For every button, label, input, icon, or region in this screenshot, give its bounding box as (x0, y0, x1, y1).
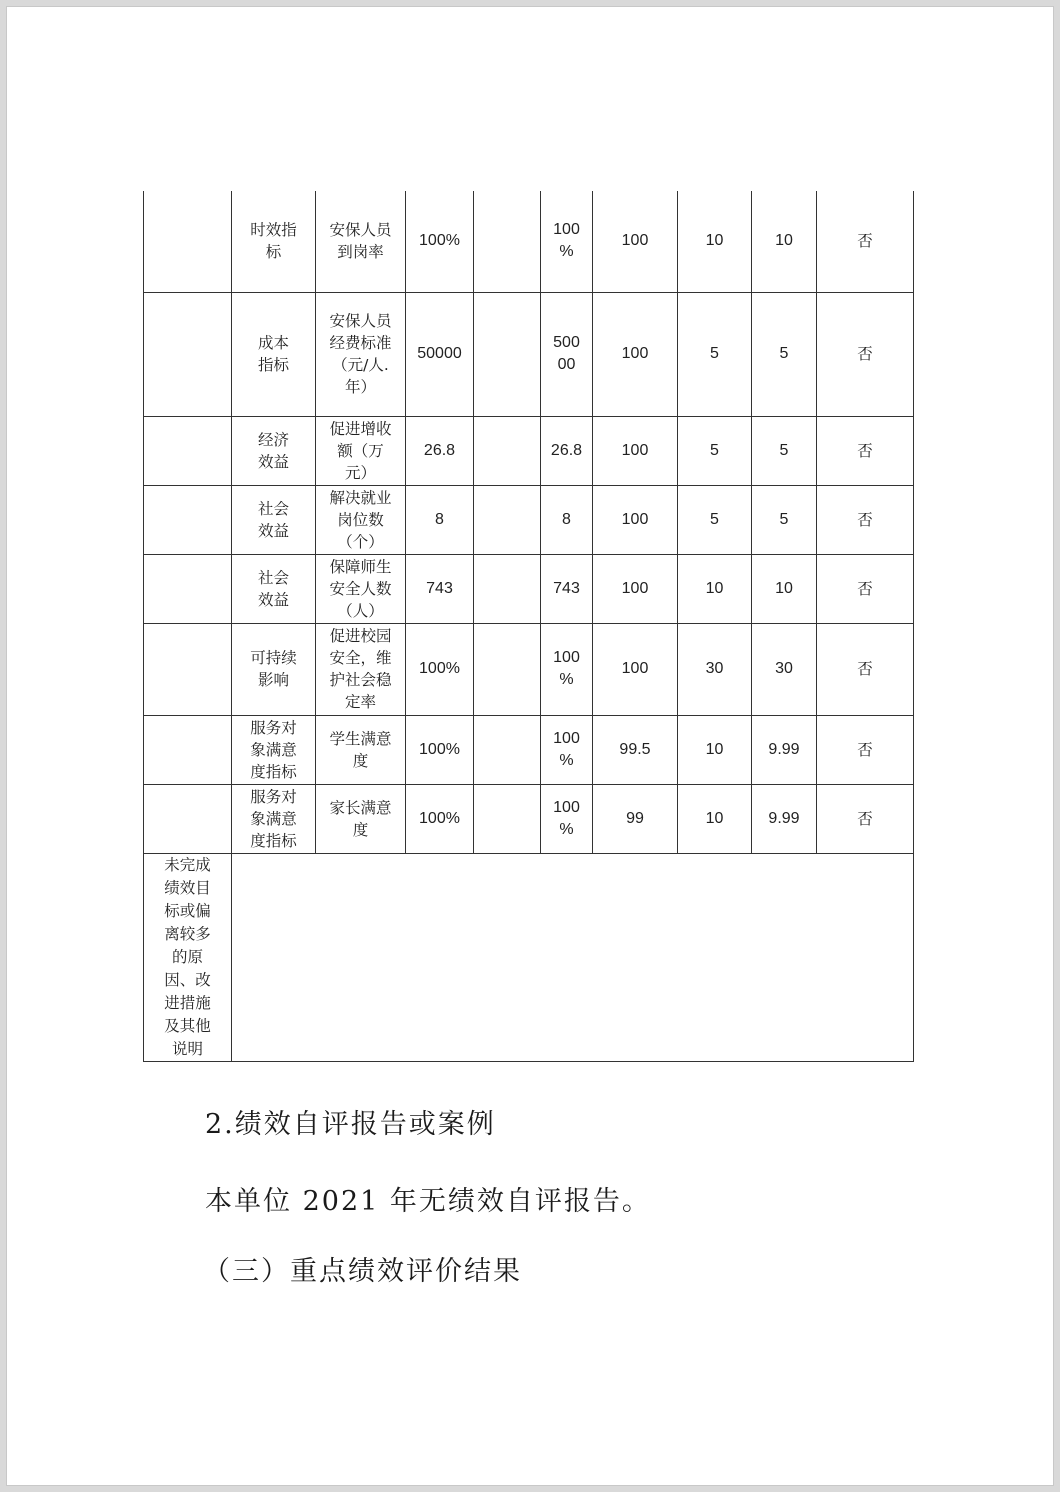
cell-sub: 经济 效益 (232, 416, 316, 485)
cell-actual: 100 % (541, 715, 593, 784)
table-row (144, 485, 914, 554)
cell-rate: 100 (593, 485, 678, 554)
cell-actual: 500 00 (541, 292, 593, 416)
cell-deviate: 否 (817, 784, 914, 853)
cell-score: 9.99 (752, 784, 817, 853)
cell-category (144, 554, 232, 623)
cell-deviate: 否 (817, 623, 914, 715)
cell-target: 8 (406, 485, 474, 554)
cell-sub: 服务对 象满意 度指标 (232, 784, 316, 853)
cell-actual: 26.8 (541, 416, 593, 485)
cell-target: 100% (406, 623, 474, 715)
performance-table (143, 191, 914, 1062)
cell-sub: 成本 指标 (232, 292, 316, 416)
cell-blank (474, 191, 541, 292)
cell-sub: 时效指 标 (232, 191, 316, 292)
footer-content (232, 853, 914, 1061)
table-row (144, 292, 914, 416)
cell-item: 保障师生 安全人数 （人） (316, 554, 406, 623)
cell-blank (474, 292, 541, 416)
cell-score: 30 (752, 623, 817, 715)
cell-sub: 社会 效益 (232, 485, 316, 554)
cell-target: 50000 (406, 292, 474, 416)
cell-blank (474, 715, 541, 784)
cell-rate: 100 (593, 292, 678, 416)
cell-score: 9.99 (752, 715, 817, 784)
cell-category (144, 191, 232, 292)
cell-item: 解决就业 岗位数 （个） (316, 485, 406, 554)
cell-blank (474, 416, 541, 485)
table-row (144, 784, 914, 853)
cell-target: 100% (406, 784, 474, 853)
cell-rate: 99 (593, 784, 678, 853)
cell-deviate: 否 (817, 485, 914, 554)
cell-actual: 100 % (541, 784, 593, 853)
cell-score: 10 (752, 191, 817, 292)
cell-score: 5 (752, 416, 817, 485)
cell-weight: 10 (678, 554, 752, 623)
cell-blank (474, 623, 541, 715)
cell-deviate: 否 (817, 416, 914, 485)
cell-deviate: 否 (817, 191, 914, 292)
cell-target: 100% (406, 191, 474, 292)
cell-rate: 99.5 (593, 715, 678, 784)
cell-item: 促进增收 额（万 元） (316, 416, 406, 485)
cell-item: 家长满意 度 (316, 784, 406, 853)
cell-weight: 30 (678, 623, 752, 715)
cell-category (144, 623, 232, 715)
cell-item: 促进校园 安全，维 护社会稳 定率 (316, 623, 406, 715)
cell-sub: 可持续 影响 (232, 623, 316, 715)
document-page (6, 6, 1054, 1486)
cell-weight: 5 (678, 485, 752, 554)
cell-target: 743 (406, 554, 474, 623)
cell-category (144, 715, 232, 784)
cell-weight: 10 (678, 715, 752, 784)
cell-rate: 100 (593, 416, 678, 485)
cell-target: 26.8 (406, 416, 474, 485)
cell-blank (474, 784, 541, 853)
table-row (144, 416, 914, 485)
cell-rate: 100 (593, 554, 678, 623)
table-row (144, 715, 914, 784)
table-footer-row (144, 853, 914, 1061)
cell-blank (474, 554, 541, 623)
next-heading: （三）重点绩效评价结果 (203, 1256, 522, 1287)
cell-blank (474, 485, 541, 554)
cell-sub: 服务对 象满意 度指标 (232, 715, 316, 784)
cell-score: 5 (752, 292, 817, 416)
cell-target: 100% (406, 715, 474, 784)
cell-item: 安保人员 经费标准 （元/人. 年） (316, 292, 406, 416)
table-row (144, 191, 914, 292)
table-row (144, 554, 914, 623)
cell-actual: 100 % (541, 623, 593, 715)
cell-actual: 743 (541, 554, 593, 623)
cell-weight: 10 (678, 191, 752, 292)
cell-actual: 100 % (541, 191, 593, 292)
cell-category (144, 485, 232, 554)
cell-category (144, 784, 232, 853)
cell-deviate: 否 (817, 554, 914, 623)
section-heading: 2.绩效自评报告或案例 (205, 1109, 496, 1140)
cell-sub: 社会 效益 (232, 554, 316, 623)
cell-weight: 10 (678, 784, 752, 853)
cell-deviate: 否 (817, 715, 914, 784)
cell-item: 安保人员 到岗率 (316, 191, 406, 292)
cell-category (144, 292, 232, 416)
cell-rate: 100 (593, 191, 678, 292)
cell-score: 5 (752, 485, 817, 554)
cell-score: 10 (752, 554, 817, 623)
cell-deviate: 否 (817, 292, 914, 416)
cell-category (144, 416, 232, 485)
footer-label: 未完成 绩效目 标或偏 离较多 的原 因、改 进措施 及其他 说明 (144, 853, 232, 1061)
cell-weight: 5 (678, 416, 752, 485)
cell-rate: 100 (593, 623, 678, 715)
cell-weight: 5 (678, 292, 752, 416)
section-text: 本单位 2021 年无绩效自评报告。 (205, 1186, 651, 1217)
cell-item: 学生满意 度 (316, 715, 406, 784)
table-row (144, 623, 914, 715)
cell-actual: 8 (541, 485, 593, 554)
